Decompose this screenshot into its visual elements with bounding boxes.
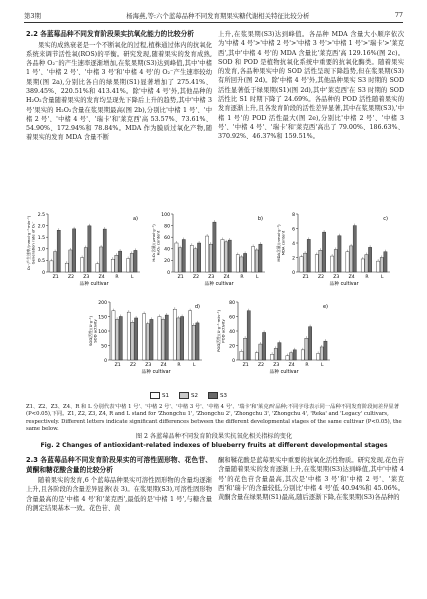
bar-Z1-S1 (240, 351, 243, 360)
panel-letter: b) (257, 216, 263, 222)
bar-Z2-S2 (69, 250, 72, 272)
bar-L-S1 (377, 261, 380, 272)
bar-Z3-S2 (209, 244, 212, 272)
legend-swatch-s2 (179, 392, 189, 399)
x-axis-label-cn: 品种 cultivar (79, 282, 109, 287)
panel-letter: c) (383, 216, 388, 222)
x-tick-label: R (240, 275, 244, 280)
y-tick-label: 2.5 (37, 212, 45, 218)
bar-Z4-S2 (349, 246, 352, 272)
bar-Z2-S2 (194, 249, 197, 272)
y-axis-label: O₂⁻产生速率/(nmol·g⁻¹·min⁻¹) (26, 215, 31, 271)
bar-R-S1 (361, 259, 364, 272)
x-tick-label: Z4 (223, 275, 230, 280)
bar-L-S3 (196, 323, 199, 360)
bar-Z2-S2 (259, 344, 262, 360)
right-column (218, 30, 404, 142)
bar-Z2-S1 (190, 245, 193, 272)
bar-R-S2 (305, 338, 308, 360)
x-tick-label: R (177, 363, 181, 368)
x-tick-label: L (321, 363, 324, 368)
bar-Z1-S2 (178, 248, 181, 272)
bar-L-S3 (384, 252, 387, 272)
bar-Z4-S2 (289, 353, 292, 360)
chart-d (88, 298, 208, 382)
x-tick-label: Z3 (83, 275, 90, 280)
bar-Z1-S1 (300, 257, 303, 272)
bar-Z3-S3 (88, 226, 91, 272)
x-tick-label: Z2 (67, 275, 75, 280)
page-number: 77 (394, 11, 403, 19)
x-tick-label: L (381, 275, 384, 280)
bar-L-S2 (130, 253, 133, 272)
bar-L-S3 (134, 250, 137, 272)
right-column-paragraph: 上升,在浆果期(S3)达到峰值。各品种 MDA 含量大小顺序依次为'中楮 4 号'>'中楮 2 号'>'中楮 3 号'>'中楮 1 号'>'瑞卡'>'莱克西',其中'中楮 4 号'的 MDA 含量比'莱克西'高 129.16%(图 2c)。SOD 和 POD 是植物抗氧化系统中重要的抗氧化酶类。随着果实的发育,各品种果实中的 SOD 活性呈现下降趋势,但在浆果期(S3)有所回升(图 2d)。除'中楮 4 号'外,其他品种果实 S3 时期的 SOD 活性显著低于绿果期(S1)(图 2d),其中'莱克西'在 S3 时期的 SOD 活性比 S1 时期下降了 24.69%。各品种的 POD 活性随着果实的发育逐渐上升,且各发育阶段的活性差异显著,其中在浆果期(S3),'中楮 1 号'的 POD 活性最大(图 2e),分别比'中楮 2 号'、'中楮 3 号'、'中楮 4 号'、'瑞卡'和'莱克西'高出了 79.00%、186.63%、370.92%、46.37%和 159.51%。 (218, 31, 404, 141)
x-tick-label: Z1 (177, 275, 184, 280)
y-tick-label: 60 (229, 315, 235, 321)
bar-R-S1 (236, 255, 239, 272)
issue-label: 第3期 (24, 11, 41, 20)
x-tick-label: Z1 (52, 275, 59, 280)
x-tick-label: L (256, 275, 259, 280)
page-header (24, 8, 403, 23)
bottom-left-column (26, 456, 212, 513)
y-tick-label: 40 (229, 329, 235, 335)
x-tick-label: Z2 (317, 275, 325, 280)
section-heading-2-2: 2.2 各蓝莓品种不同发育阶段果实抗氧化能力的比较分析 (26, 30, 194, 38)
bar-Z3-S2 (146, 324, 149, 360)
y-axis-label: SOD activity (92, 319, 98, 343)
x-tick-label: Z1 (114, 363, 121, 368)
y-tick-label: 80 (164, 224, 170, 230)
y-axis-label: MDA content (280, 230, 286, 256)
bar-Z1-S1 (50, 261, 53, 272)
bar-Z1-S3 (57, 230, 60, 272)
y-axis-label: H₂O₂含量/(μmol·g⁻¹) (151, 224, 156, 262)
bar-Z2-S2 (319, 250, 322, 272)
bar-Z3-S1 (206, 236, 209, 272)
bottom-right-column (218, 456, 404, 502)
figure-caption-en: Fig. 2 Changes of antioxidant-related indexes of blueberry fruits at different developmental stages (40, 442, 388, 449)
panel-c (276, 210, 396, 294)
legend-item-s3: S3 (208, 392, 227, 399)
bar-Z1-S3 (247, 311, 250, 360)
bar-R-S3 (368, 247, 371, 272)
bar-Z3-S1 (331, 256, 334, 272)
bar-L-S3 (324, 341, 327, 360)
legend-swatch-s1 (150, 392, 160, 399)
x-tick-label: L (193, 363, 196, 368)
bar-Z3-S3 (278, 343, 281, 360)
running-title: 杨海燕,等:六个蓝莓品种不同发育期果实糖代谢相关特征比较分析 (126, 11, 310, 20)
bar-Z1-S3 (119, 317, 122, 361)
y-axis-label: POD活性/(U·g⁻¹·min⁻¹) (216, 310, 221, 352)
figure-note: Z1、Z2、Z3、Z4、R 和 L 分别代表'中楮 1 号'、'中楮 2 号'、'中楮 3 号'、'中楮 4 号'、'瑞卡'和'莱克西'品种;不同字母表示同一品种不同发育阶段间差异显著(P<0.05),下同。Z1, Z2, Z3, Z4, R and L stand for 'Zhongchu 1', 'Zhongchu 2', 'Zhongchu 3', 'Zhongchu 4', 'Reka' and 'Legacy' cultivars, respectively. Different letters indicate significant differences between the different developmental stages of the same cultivar (P<0.05), the same below. (26, 404, 402, 433)
bar-L-S1 (127, 259, 130, 272)
section-2-2-paragraph: 果实的成熟衰老是一个不断氧化的过程,植株通过体内的抗氧化系统来调节活性氧(ROS)的平衡。研究发现,随着果实的发育成熟,各品种 O₂⁻的产生速率逐渐增加,在浆果期(S3)达到峰值,其中'中楮 1 号'、'中楮 2 号'、'中楮 3 号'和'中楮 4 号'的 O₂⁻产生速率较幼果期(图 2a),分别比各自的绿果期(S1)显著增加了 275.41%、389.45%、220.51%和 413.41%。除'中楮 4 号'外,其他品种的 H₂O₂含量随着果实的发育均呈现先下降后上升的趋势,其中'中楮 3 号'果实的 H₂O₂含量在浆果期最高(图 2b),分别比'中楮 1 号'、'中楮 2 号'、'中楮 4 号'、'瑞卡'和'莱克西'高 53.57%、73.61%、54.90%、172.94%和 78.84%。MDA 作为膜质过氧化产物,随着果实的发育 MDA 含量不断 (26, 41, 212, 142)
chart-a (26, 210, 146, 294)
bar-Z4-S2 (161, 319, 164, 360)
y-tick-label: 0.5 (37, 259, 45, 265)
bar-Z3-S1 (81, 258, 84, 272)
figure-caption (26, 432, 402, 450)
x-tick-label: R (115, 275, 119, 280)
y-tick-label: 0 (167, 270, 170, 276)
x-axis-label-cn: 品种 cultivar (329, 282, 359, 287)
x-tick-label: Z1 (302, 275, 309, 280)
y-tick-label: 80 (229, 300, 235, 306)
y-tick-label: 8 (292, 212, 295, 218)
y-tick-label: 20 (229, 344, 235, 350)
y-tick-label: 2.0 (37, 224, 45, 230)
bar-L-S1 (252, 246, 255, 272)
bar-Z3-S2 (84, 248, 87, 272)
y-tick-label: 150 (98, 315, 107, 321)
section-2-3-paragraph: 随着果实的发育,6 个蓝莓品种果实可溶性固形物的含量均逐渐上升,且各阶段的含量差异显著(表 3)。在浆果期(S3),可溶性固形物含量最高的是'中楮 4 号'和'莱克西',最低的是'中楮 1 号',与糖含量的测定结果基本一致。花色苷、黄 (26, 477, 212, 512)
panel-letter: a) (132, 216, 138, 222)
bar-Z2-S2 (131, 322, 134, 360)
panel-d (88, 298, 208, 382)
y-tick-label: 4 (292, 241, 295, 247)
bar-R-S3 (118, 251, 121, 272)
bar-Z4-S3 (103, 229, 106, 272)
bar-L-S2 (380, 258, 383, 273)
bar-R-S2 (365, 255, 368, 272)
y-tick-label: 40 (164, 247, 170, 253)
bar-L-S1 (317, 353, 320, 360)
x-tick-label: Z2 (257, 363, 265, 368)
legend-item-s1: S1 (150, 392, 169, 399)
y-tick-label: 0 (104, 358, 107, 364)
bar-L-S2 (192, 325, 195, 360)
y-axis-label: SOD活性/(U·g⁻¹) (88, 315, 93, 347)
left-column (26, 30, 212, 143)
y-axis-label: MDA含量/(nmol·g⁻¹) (276, 224, 281, 262)
bar-L-S1 (189, 311, 192, 360)
x-tick-label: R (365, 275, 369, 280)
bar-Z1-S2 (53, 252, 56, 272)
x-axis-label-cn: 品种 cultivar (141, 370, 171, 375)
bar-Z4-S3 (293, 350, 296, 360)
bar-Z4-S3 (228, 240, 231, 272)
y-tick-label: 0 (292, 270, 295, 276)
chart-c (276, 210, 396, 294)
bar-Z2-S1 (315, 255, 318, 272)
bar-Z2-S1 (65, 263, 68, 272)
bar-R-S2 (240, 257, 243, 272)
x-tick-label: Z1 (242, 363, 249, 368)
bar-R-S2 (177, 318, 180, 360)
x-tick-label: R (305, 363, 309, 368)
bar-R-S1 (301, 350, 304, 360)
bar-L-S3 (259, 244, 262, 272)
x-tick-label: Z4 (98, 275, 105, 280)
legend-swatch-s3 (208, 392, 218, 399)
bar-Z1-S3 (307, 239, 310, 272)
x-tick-label: Z4 (348, 275, 355, 280)
bar-L-S2 (255, 250, 258, 272)
legend-item-s2: S2 (179, 392, 198, 399)
y-tick-label: 20 (164, 259, 170, 265)
bar-Z4-S1 (286, 356, 289, 360)
bar-Z1-S1 (175, 243, 178, 272)
bar-Z1-S2 (243, 338, 246, 360)
x-tick-label: Z2 (129, 363, 137, 368)
section-2-3-paragraph-continued: 酮和鞣花酸是蓝莓果实中重要的抗氧化活性物质。研究发现,花色苷含量随着果实的发育逐渐上升,在浆果期(S3)达到峰值,其中'中楮 4 号'的花色苷含量最高,其次是'中楮 3 号'和'中楮 2 号'、'莱克西'和'瑞卡'的含量较低,分别比'中楮 4 号'低 40.94%和 45.06%。黄酮含量在绿果期(S1)最高,随后逐渐下降,在浆果期(S3)各品种的 (218, 457, 404, 502)
x-tick-label: Z4 (160, 363, 167, 368)
y-tick-label: 100 (161, 212, 170, 218)
bar-Z2-S1 (255, 353, 258, 360)
x-tick-label: L (131, 275, 134, 280)
panel-b (151, 210, 271, 294)
bar-Z3-S1 (271, 354, 274, 360)
bar-Z4-S1 (158, 317, 161, 361)
x-tick-label: Z3 (333, 275, 340, 280)
bar-Z3-S2 (274, 348, 277, 360)
bar-R-S3 (308, 327, 311, 360)
bar-Z2-S3 (197, 243, 200, 272)
y-tick-label: 0 (42, 270, 45, 276)
x-tick-label: Z3 (145, 363, 152, 368)
bar-Z2-S3 (322, 232, 325, 272)
bar-Z4-S1 (346, 252, 349, 272)
y-axis-label: Generation rate of O₂⁻ (30, 221, 36, 265)
y-tick-label: 0 (232, 358, 235, 364)
figure-caption-cn: 图 2 各蓝莓品种不同发育阶段果实抗氧化相关指标的变化 (135, 433, 293, 440)
bar-R-S2 (115, 255, 118, 272)
bar-Z3-S3 (338, 236, 341, 272)
bar-Z4-S3 (353, 226, 356, 272)
y-tick-label: 60 (164, 236, 170, 241)
x-tick-label: Z3 (273, 363, 280, 368)
bar-R-S1 (173, 309, 176, 360)
bar-Z4-S2 (99, 247, 102, 272)
bar-Z3-S1 (143, 314, 146, 360)
x-tick-label: Z4 (288, 363, 295, 368)
y-tick-label: 1.0 (37, 247, 45, 253)
y-axis-label: H₂O₂ content (155, 230, 161, 256)
y-tick-label: 50 (101, 344, 107, 350)
chart-e (216, 298, 336, 382)
bar-Z4-S1 (221, 240, 224, 272)
x-axis-label-cn: 品种 cultivar (204, 282, 234, 287)
bar-Z1-S1 (112, 311, 115, 360)
bar-Z2-S3 (262, 332, 265, 360)
panel-letter: e) (322, 304, 328, 310)
x-tick-label: Z2 (192, 275, 200, 280)
bar-Z2-S3 (134, 318, 137, 360)
figure-2 (26, 210, 402, 386)
y-tick-label: 6 (292, 227, 295, 233)
bar-Z1-S3 (182, 240, 185, 272)
bar-Z3-S3 (150, 319, 153, 360)
bar-L-S2 (320, 347, 323, 360)
y-tick-label: 2 (292, 256, 295, 262)
y-tick-label: 200 (98, 300, 107, 306)
bar-Z4-S2 (224, 242, 227, 272)
figure-legend (150, 392, 227, 399)
bar-R-S1 (111, 259, 114, 272)
bar-Z2-S1 (127, 312, 130, 360)
bar-Z3-S3 (213, 222, 216, 272)
x-tick-label: Z3 (208, 275, 215, 280)
y-tick-label: 100 (98, 329, 107, 335)
panel-e (216, 298, 336, 382)
bar-Z2-S3 (72, 229, 75, 272)
section-heading-2-3: 2.3 各蓝莓品种不同发育阶段果实的可溶性固形物、花色苷、黄酮和糖花酸含量的比较分析 (26, 456, 212, 474)
bar-Z1-S2 (303, 253, 306, 272)
x-axis-label-cn: 品种 cultivar (269, 370, 299, 375)
y-axis-label: POD activity (220, 319, 226, 343)
bar-R-S3 (180, 317, 183, 361)
bar-Z3-S2 (334, 250, 337, 272)
panel-a (26, 210, 146, 294)
chart-b (151, 210, 271, 294)
bar-R-S3 (243, 253, 246, 272)
bar-Z4-S1 (96, 264, 99, 272)
y-tick-label: 1.5 (37, 236, 45, 241)
bar-Z4-S3 (165, 315, 168, 360)
bar-Z1-S2 (115, 319, 118, 360)
panel-letter: d) (194, 304, 200, 310)
